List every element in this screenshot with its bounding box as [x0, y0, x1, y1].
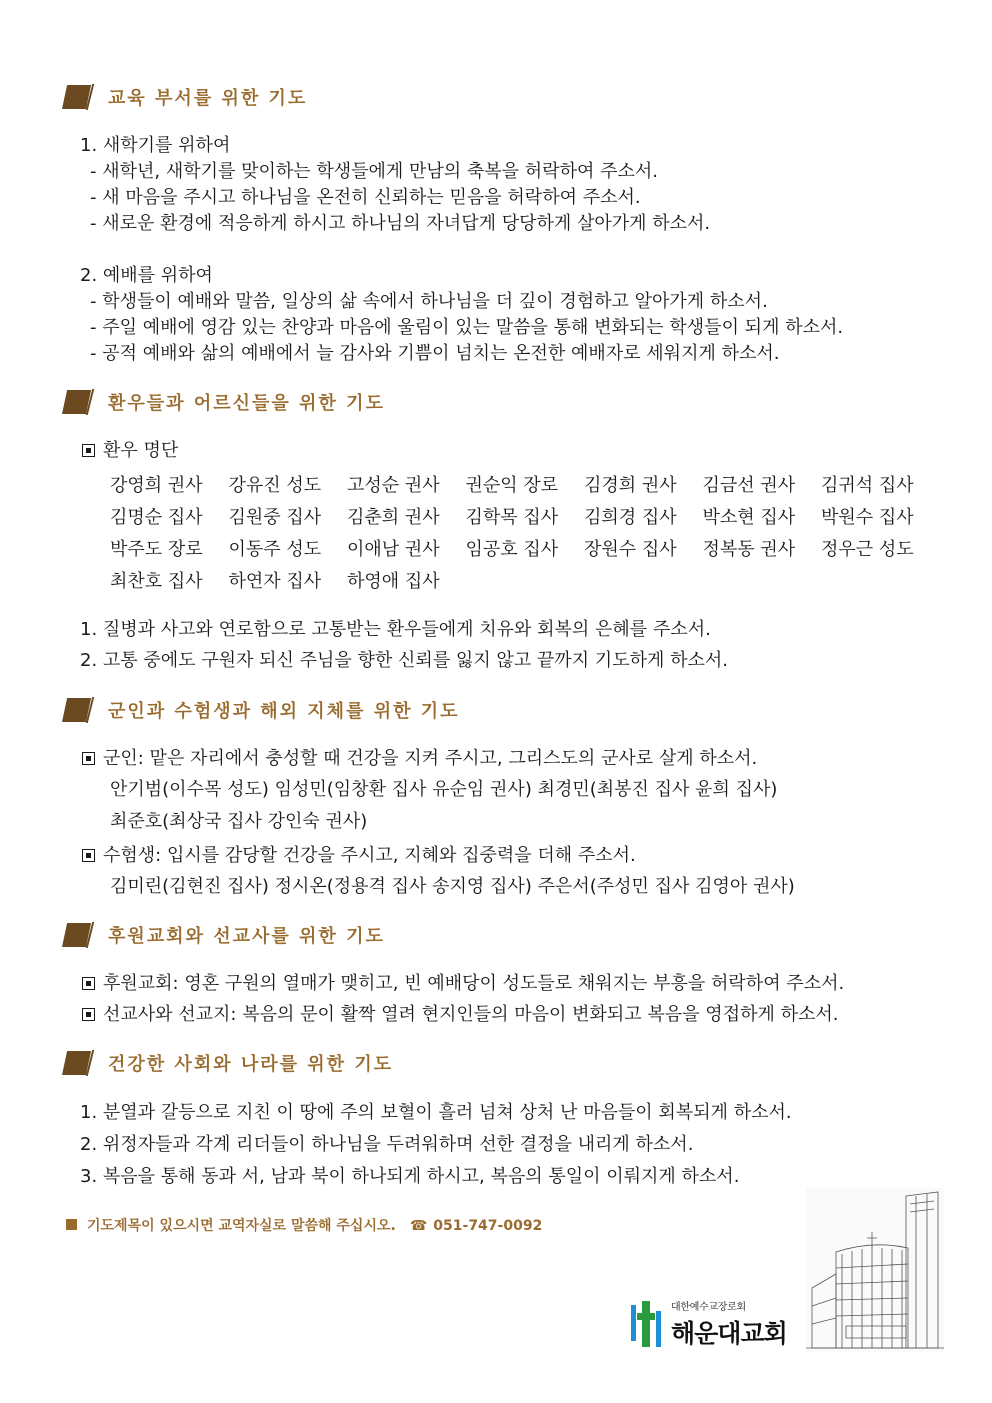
- section-title: 후원교회와 선교사를 위한 기도: [108, 926, 385, 947]
- missions-line: [82, 1000, 838, 1026]
- section-mark-icon: [62, 390, 98, 414]
- missions-line-text: 선교사와 선교지: 복음의 문이 활짝 열려 현지인들의 마음이 변화되고 복음을 영접하게 하소서.: [103, 1004, 839, 1025]
- patient-name: 김희경 집사: [584, 507, 677, 528]
- section-mark-icon: [62, 923, 98, 947]
- patients-names-row: [110, 468, 950, 500]
- section-mark-icon: [62, 85, 98, 109]
- education-item2-line: - 공적 예배와 삶의 예배에서 늘 감사와 기쁨이 넘치는 온전한 예배자로 세워지게 하소서.: [90, 343, 780, 364]
- soldiers-line: [82, 744, 757, 770]
- patient-name: 권순익 장로: [465, 475, 559, 496]
- patient-name: 정우근 성도: [821, 539, 914, 560]
- section-header-missions: [62, 920, 385, 950]
- patient-name: 하연자 집사: [228, 571, 322, 592]
- section-header-military: [62, 695, 460, 725]
- church-name: 해운대교회: [671, 1319, 787, 1348]
- patient-name: 박원수 집사: [821, 507, 914, 528]
- education-item1-heading: 1. 새학기를 위하여: [80, 135, 231, 156]
- section-title: 군인과 수험생과 해외 지체를 위한 기도: [108, 701, 460, 722]
- patient-name: 김금선 권사: [702, 475, 796, 496]
- patient-name: 김귀석 집사: [821, 475, 914, 496]
- nation-prayer: 1. 분열과 갈등으로 지친 이 땅에 주의 보혈이 흘러 넘쳐 상처 난 마음들이 회복되게 하소서.: [80, 1102, 792, 1123]
- patient-name: 강유진 성도: [228, 475, 322, 496]
- patient-name: 고성순 권사: [347, 475, 440, 496]
- patients-list-heading-text: 환우 명단: [103, 440, 179, 461]
- checkbox-bullet-icon: [82, 977, 95, 990]
- patient-name: 김경희 권사: [584, 475, 677, 496]
- patient-name: 최찬호 집사: [110, 571, 203, 592]
- patient-name: 이애남 권사: [347, 539, 440, 560]
- section-mark-icon: [62, 698, 98, 722]
- section-title: 환우들과 어르신들을 위한 기도: [108, 393, 385, 414]
- church-cross-logo-icon: [631, 1301, 661, 1347]
- patients-list-heading: [82, 436, 178, 462]
- education-item1-line: - 새학년, 새학기를 맞이하는 학생들에게 만남의 축복을 허락하여 주소서.: [90, 161, 658, 182]
- section-title: 건강한 사회와 나라를 위한 기도: [108, 1054, 394, 1075]
- church-denomination: 대한예수교장로회: [671, 1302, 746, 1313]
- patients-names-row: [110, 532, 950, 564]
- phone-icon: ☎: [409, 1218, 428, 1234]
- patient-name: 박주도 장로: [110, 539, 203, 560]
- patient-name: 김원중 집사: [228, 507, 322, 528]
- missions-line: [82, 969, 844, 995]
- church-logo: [631, 1298, 787, 1350]
- students-line-text: 수험생: 입시를 감당할 건강을 주시고, 지혜와 집중력을 더해 주소서.: [103, 845, 636, 866]
- patients-names-row: [110, 564, 950, 596]
- patient-name: 하영애 집사: [347, 571, 440, 592]
- soldiers-line-text: 군인: 맡은 자리에서 충성할 때 건강을 지켜 주시고, 그리스도의 군사로 살게 하소서.: [103, 748, 758, 769]
- checkbox-bullet-icon: [82, 1008, 95, 1021]
- patient-name: 장원수 집사: [584, 539, 677, 560]
- section-header-nation: [62, 1048, 393, 1078]
- checkbox-bullet-icon: [82, 849, 95, 862]
- patient-name: 이동주 성도: [228, 539, 322, 560]
- soldiers-names: 안기범(이수목 성도) 임성민(임창환 집사 유순임 권사) 최경민(최봉진 집사 윤희 집사): [110, 779, 778, 800]
- patient-name: 임공호 집사: [465, 539, 559, 560]
- patients-names-grid: [110, 468, 950, 596]
- education-item1-line: - 새 마음을 주시고 하나님을 온전히 신뢰하는 믿음을 허락하여 주소서.: [90, 187, 641, 208]
- nation-prayer: 2. 위정자들과 각계 리더들이 하나님을 두려워하며 선한 결정을 내리게 하소서.: [80, 1134, 694, 1155]
- patient-name: 김명순 집사: [110, 507, 203, 528]
- nation-prayer: 3. 복음을 통해 동과 서, 남과 북이 하나되게 하시고, 복음의 통일이 이뤄지게 하소서.: [80, 1166, 740, 1187]
- education-item2-heading: 2. 예배를 위하여: [80, 265, 213, 286]
- checkbox-bullet-icon: [82, 444, 95, 457]
- section-header-education: [62, 82, 307, 112]
- patient-name: 김학목 집사: [465, 507, 559, 528]
- section-header-patients: [62, 387, 385, 417]
- patient-name: 박소현 집사: [702, 507, 796, 528]
- patient-name: 강영희 권사: [110, 475, 203, 496]
- section-title: 교육 부서를 위한 기도: [108, 88, 308, 109]
- students-names: 김미린(김현진 집사) 정시온(정용격 집사 송지영 집사) 주은서(주성민 집사 김영아 권사): [110, 876, 795, 897]
- students-line: [82, 841, 636, 867]
- education-item2-line: - 주일 예배에 영감 있는 찬양과 마음에 울림이 있는 말씀을 통해 변화되는 학생들이 되게 하소서.: [90, 317, 844, 338]
- church-building-sketch-image: [806, 1188, 944, 1352]
- footer-note: [66, 1215, 542, 1235]
- patients-prayer: 1. 질병과 사고와 연로함으로 고통받는 환우들에게 치유와 회복의 은혜를 주소서.: [80, 619, 711, 640]
- footer-note-text: 기도제목이 있으시면 교역자실로 말씀해 주십시오.: [87, 1218, 396, 1234]
- patients-prayer: 2. 고통 중에도 구원자 되신 주님을 향한 신뢰를 잃지 않고 끝까지 기도하게 하소서.: [80, 650, 728, 671]
- section-mark-icon: [62, 1051, 98, 1075]
- education-item2-line: - 학생들이 예배와 말씀, 일상의 삶 속에서 하나님을 더 깊이 경험하고 알아가게 하소서.: [90, 291, 768, 312]
- missions-line-text: 후원교회: 영혼 구원의 열매가 맺히고, 빈 예배당이 성도들로 채워지는 부흥을 허락하여 주소서.: [103, 973, 845, 994]
- soldiers-names: 최준호(최상국 집사 강인숙 권사): [110, 811, 368, 832]
- square-bullet-icon: [66, 1219, 77, 1230]
- education-item1-line: - 새로운 환경에 적응하게 하시고 하나님의 자녀답게 당당하게 살아가게 하소서.: [90, 213, 711, 234]
- footer-phone: 051-747-0092: [433, 1218, 543, 1234]
- patient-name: 김춘희 권사: [347, 507, 440, 528]
- patient-name: 정복동 권사: [702, 539, 796, 560]
- checkbox-bullet-icon: [82, 752, 95, 765]
- patients-names-row: [110, 500, 950, 532]
